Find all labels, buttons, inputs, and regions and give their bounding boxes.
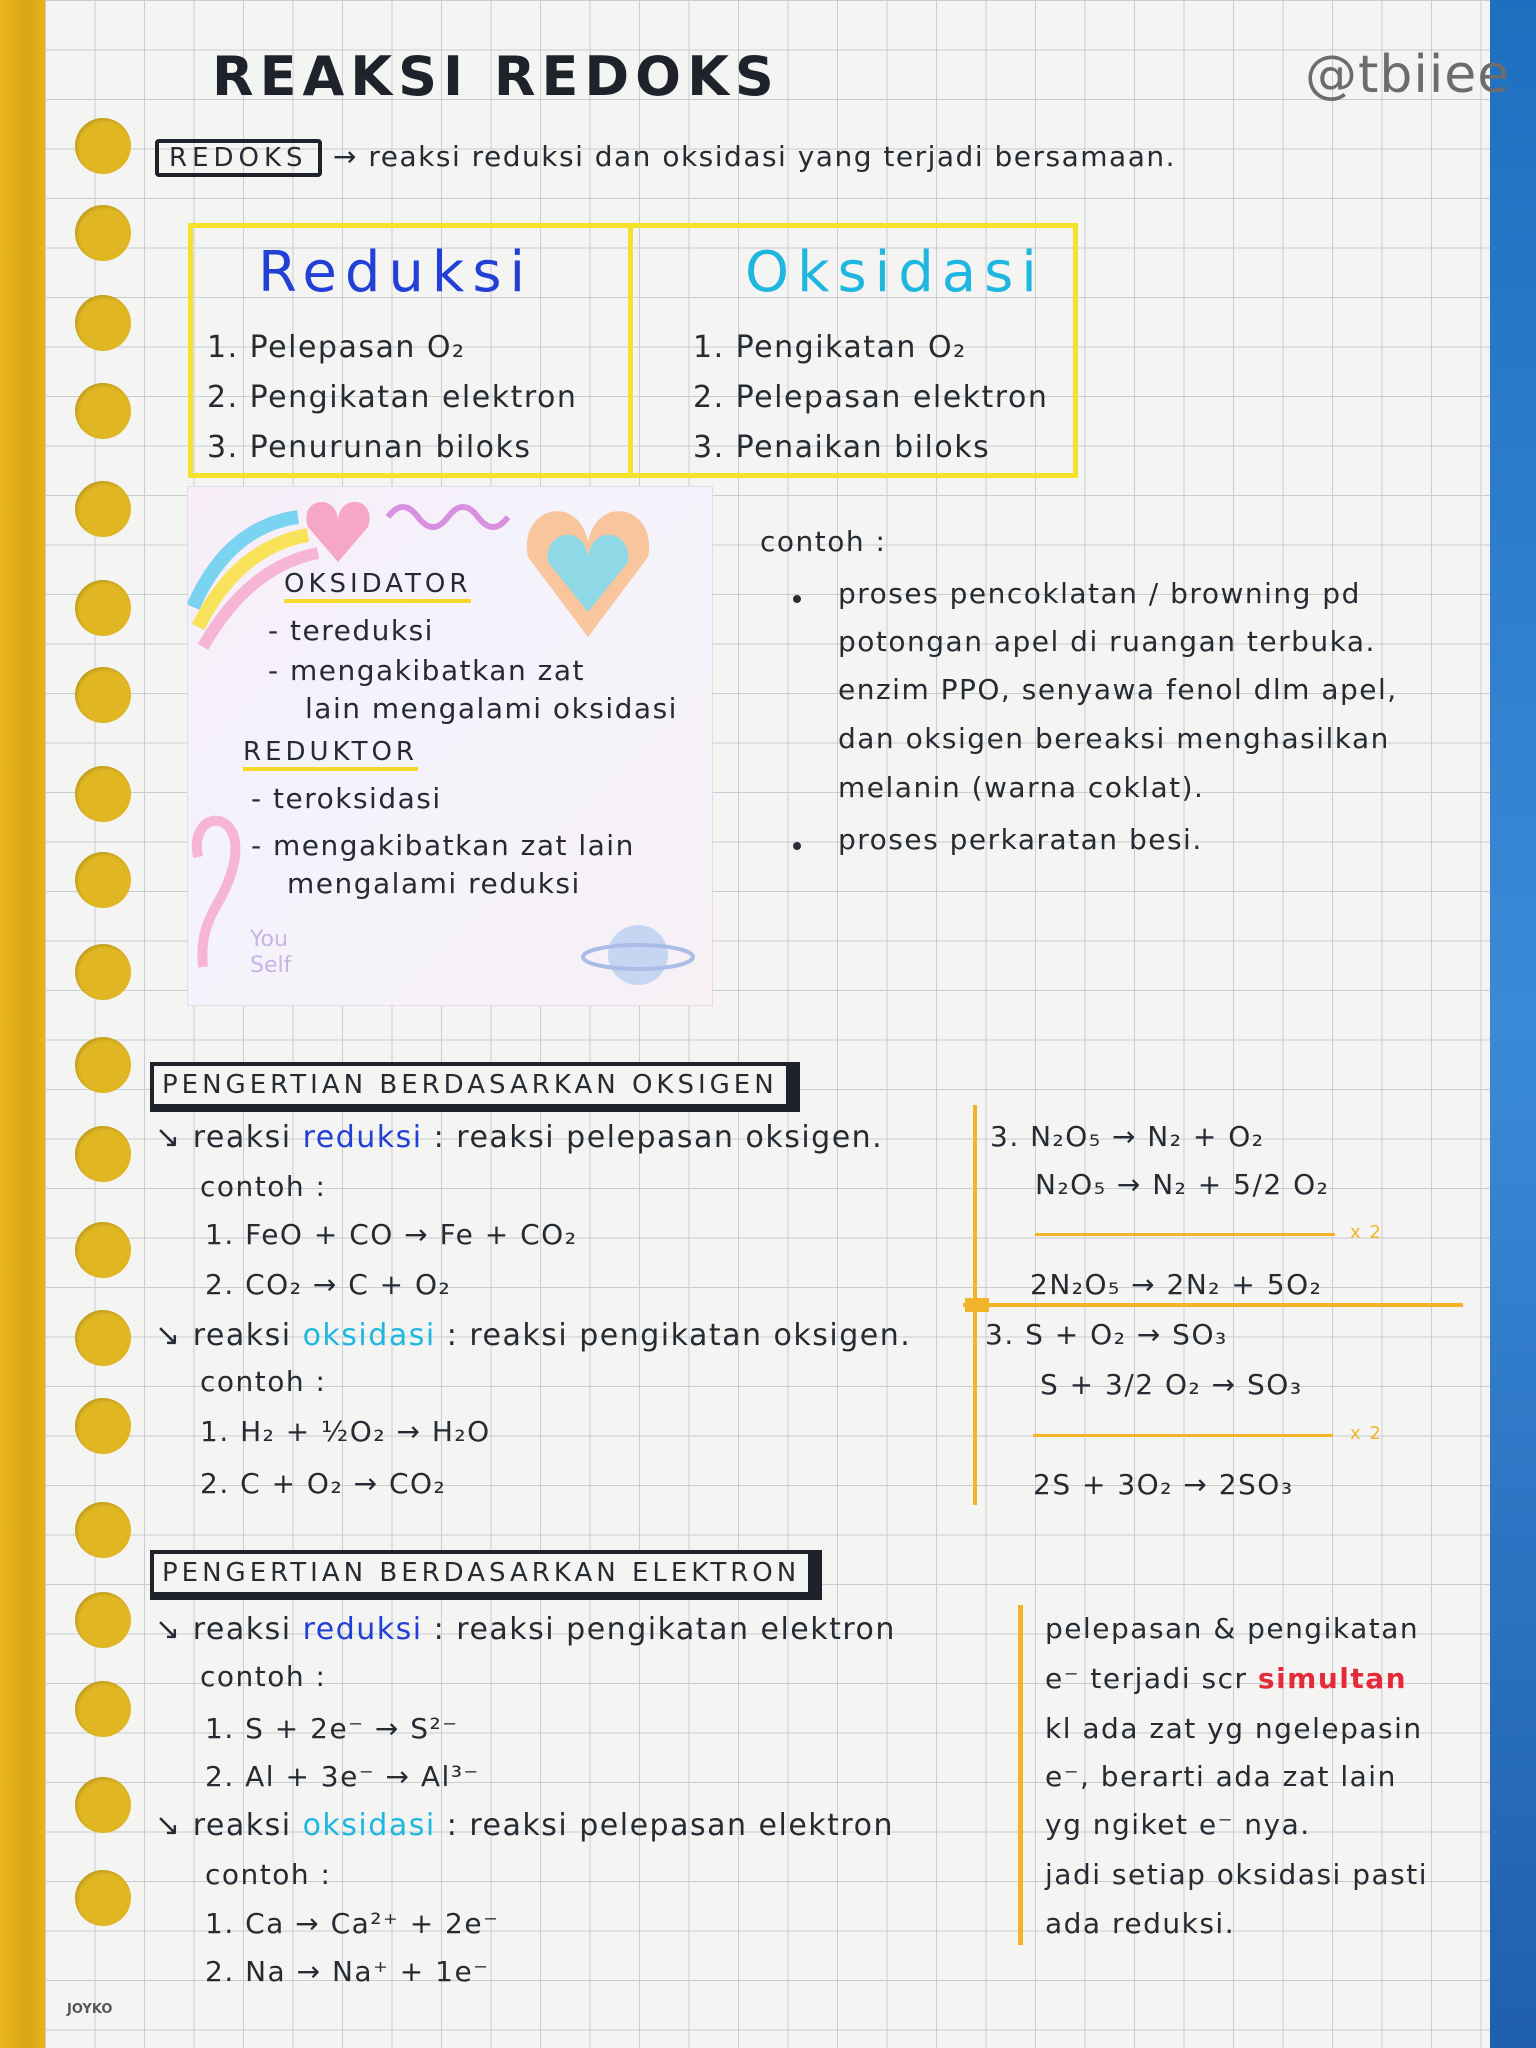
binder-hole [75, 1037, 131, 1093]
binder-hole [75, 1310, 131, 1366]
multiply-line [1033, 1434, 1333, 1437]
table-divider [628, 223, 633, 478]
note-line: pelepasan & pengikatan [1045, 1612, 1420, 1645]
reduksi-definition: : reaksi pelepasan oksigen. [422, 1120, 884, 1155]
binder-hole [75, 766, 131, 822]
binder-hole [75, 580, 131, 636]
note-line: e⁻, berarti ada zat lain [1045, 1760, 1397, 1793]
reduktor-title-text: REDUKTOR [243, 737, 418, 771]
contoh-label: contoh : [205, 1858, 332, 1891]
oksidasi-definition: : reaksi pelepasan elektron [435, 1808, 894, 1843]
contoh-line: melanin (warna coklat). [838, 771, 1205, 804]
reduktor-item: - teroksidasi [251, 782, 442, 815]
binder-hole [75, 1398, 131, 1454]
contoh-line: proses pencoklatan / browning pd [838, 577, 1361, 610]
contoh-line: potongan apel di ruangan terbuka. [838, 625, 1376, 658]
reaksi-prefix: reaksi [192, 1318, 303, 1353]
binder-hole [75, 1777, 131, 1833]
reaksi-prefix: reaksi [192, 1808, 303, 1843]
reduktor-title [243, 737, 418, 771]
oksidasi-keyword: oksidasi [302, 1808, 436, 1843]
contoh-line: enzim PPO, senyawa fenol dlm apel, [838, 673, 1398, 706]
note-line-text: e⁻ terjadi scr [1045, 1662, 1258, 1695]
redoks-label: REDOKS [155, 139, 322, 177]
reduksi-item: 1. Pelepasan O₂ [207, 330, 466, 365]
arrow-bullet-icon: ↘ [155, 1612, 193, 1647]
elektron-section-title: PENGERTIAN BERDASARKAN ELEKTRON [150, 1550, 822, 1600]
binder-hole [75, 383, 131, 439]
contoh-label: contoh : [200, 1170, 327, 1203]
oksigen-reduksi-line [155, 1120, 883, 1155]
arrow-bullet-icon: ↘ [155, 1318, 193, 1353]
bullet-dot [793, 595, 801, 603]
binder-hole [75, 1222, 131, 1278]
note-divider [1018, 1605, 1023, 1945]
redoks-definition: → reaksi reduksi dan oksidasi yang terjadi bersamaan. [333, 140, 1176, 173]
reduktor-item: mengalami reduksi [287, 867, 581, 900]
contoh-line: dan oksigen bereaksi menghasilkan [838, 722, 1390, 755]
divider-junction [965, 1298, 989, 1312]
reaksi-prefix: reaksi [192, 1612, 303, 1647]
reaksi-prefix: reaksi [192, 1120, 303, 1155]
oksidasi-definition: : reaksi pengikatan oksigen. [435, 1318, 912, 1353]
binder-hole [75, 1681, 131, 1737]
elektron-oksidasi-line [155, 1808, 894, 1843]
note-line: yg ngiket e⁻ nya. [1045, 1808, 1311, 1841]
reaction-example: 1. S + 2e⁻ → S²⁻ [205, 1712, 459, 1745]
reduksi-heading: Reduksi [258, 240, 534, 305]
sticky-note [188, 487, 712, 1005]
side-equation: N₂O₅ → N₂ + 5/2 O₂ [1035, 1168, 1330, 1201]
side-equation: S + 3/2 O₂ → SO₃ [1040, 1368, 1303, 1401]
oksidasi-item: 2. Pelepasan elektron [693, 380, 1049, 415]
binder-hole [75, 205, 131, 261]
page-title: REAKSI REDOKS [212, 45, 780, 108]
note-line [1045, 1662, 1407, 1695]
arrow-bullet-icon: ↘ [155, 1120, 193, 1155]
reaction-example: 1. H₂ + ½O₂ → H₂O [200, 1415, 491, 1448]
contoh-label: contoh : [200, 1660, 327, 1693]
author-handle: @tbiiee [1305, 45, 1511, 105]
reaction-example: 2. Na → Na⁺ + 1e⁻ [205, 1955, 490, 1988]
elektron-reduksi-line [155, 1612, 896, 1647]
side-equation: 3. N₂O₅ → N₂ + O₂ [990, 1120, 1265, 1153]
arrow-bullet-icon: ↘ [155, 1808, 193, 1843]
reduksi-item: 2. Pengikatan elektron [207, 380, 578, 415]
reduktor-item: - mengakibatkan zat lain [251, 829, 635, 862]
simultan-highlight: simultan [1257, 1662, 1408, 1695]
binder-hole [75, 118, 131, 174]
paper-brand: JOYKO [67, 2002, 113, 2017]
contoh-label: contoh : [760, 525, 887, 558]
oksidasi-keyword: oksidasi [302, 1318, 436, 1353]
binder-hole [75, 1502, 131, 1558]
side-result: 2S + 3O₂ → 2SO₃ [1033, 1468, 1294, 1501]
side-result: 2N₂O₅ → 2N₂ + 5O₂ [1030, 1268, 1323, 1301]
oksidator-title-text: OKSIDATOR [284, 569, 471, 603]
contoh-line: proses perkaratan besi. [838, 823, 1203, 856]
side-equation: 3. S + O₂ → SO₃ [985, 1318, 1228, 1351]
reduksi-item: 3. Penurunan biloks [207, 430, 532, 465]
planet-icon [608, 925, 668, 985]
binder-hole [75, 852, 131, 908]
oksidator-item: - tereduksi [268, 614, 434, 647]
reduksi-definition: : reaksi pengikatan elektron [422, 1612, 896, 1647]
oksigen-section-title: PENGERTIAN BERDASARKAN OKSIGEN [150, 1062, 800, 1112]
binder-hole [75, 944, 131, 1000]
reduksi-keyword: reduksi [302, 1612, 423, 1647]
note-line: jadi setiap oksidasi pasti [1045, 1858, 1428, 1891]
oksidasi-item: 1. Pengikatan O₂ [693, 330, 967, 365]
binder-hole [75, 295, 131, 351]
reaction-example: 2. C + O₂ → CO₂ [200, 1467, 447, 1500]
note-line: kl ada zat yg ngelepasin [1045, 1712, 1423, 1745]
oksidator-title [284, 569, 471, 603]
binder-hole [75, 1592, 131, 1648]
oksidator-item: lain mengalami oksidasi [305, 692, 678, 725]
binder-hole [75, 481, 131, 537]
bullet-dot [793, 842, 801, 850]
note-line: ada reduksi. [1045, 1907, 1236, 1940]
binder-hole [75, 1870, 131, 1926]
reaction-example: 2. CO₂ → C + O₂ [205, 1268, 452, 1301]
oksidasi-item: 3. Penaikan biloks [693, 430, 991, 465]
reaction-example: 1. FeO + CO → Fe + CO₂ [205, 1218, 578, 1251]
reaction-example: 1. Ca → Ca²⁺ + 2e⁻ [205, 1907, 500, 1940]
multiply-line [1035, 1233, 1335, 1236]
squiggle-icon [388, 507, 508, 527]
binder-hole [75, 667, 131, 723]
reaction-example: 2. Al + 3e⁻ → Al³⁻ [205, 1760, 480, 1793]
oksidator-item: - mengakibatkan zat [268, 654, 585, 687]
multiplier: x 2 [1350, 1222, 1383, 1243]
binder-hole [75, 1126, 131, 1182]
contoh-label: contoh : [200, 1365, 327, 1398]
sticker-text: Self [250, 953, 292, 978]
oksidasi-heading: Oksidasi [745, 240, 1045, 305]
reduksi-keyword: reduksi [302, 1120, 423, 1155]
multiplier: x 2 [1350, 1423, 1383, 1444]
oksigen-oksidasi-line [155, 1318, 911, 1353]
divider-horizontal [963, 1303, 1463, 1307]
sticker-text: You [250, 927, 288, 952]
